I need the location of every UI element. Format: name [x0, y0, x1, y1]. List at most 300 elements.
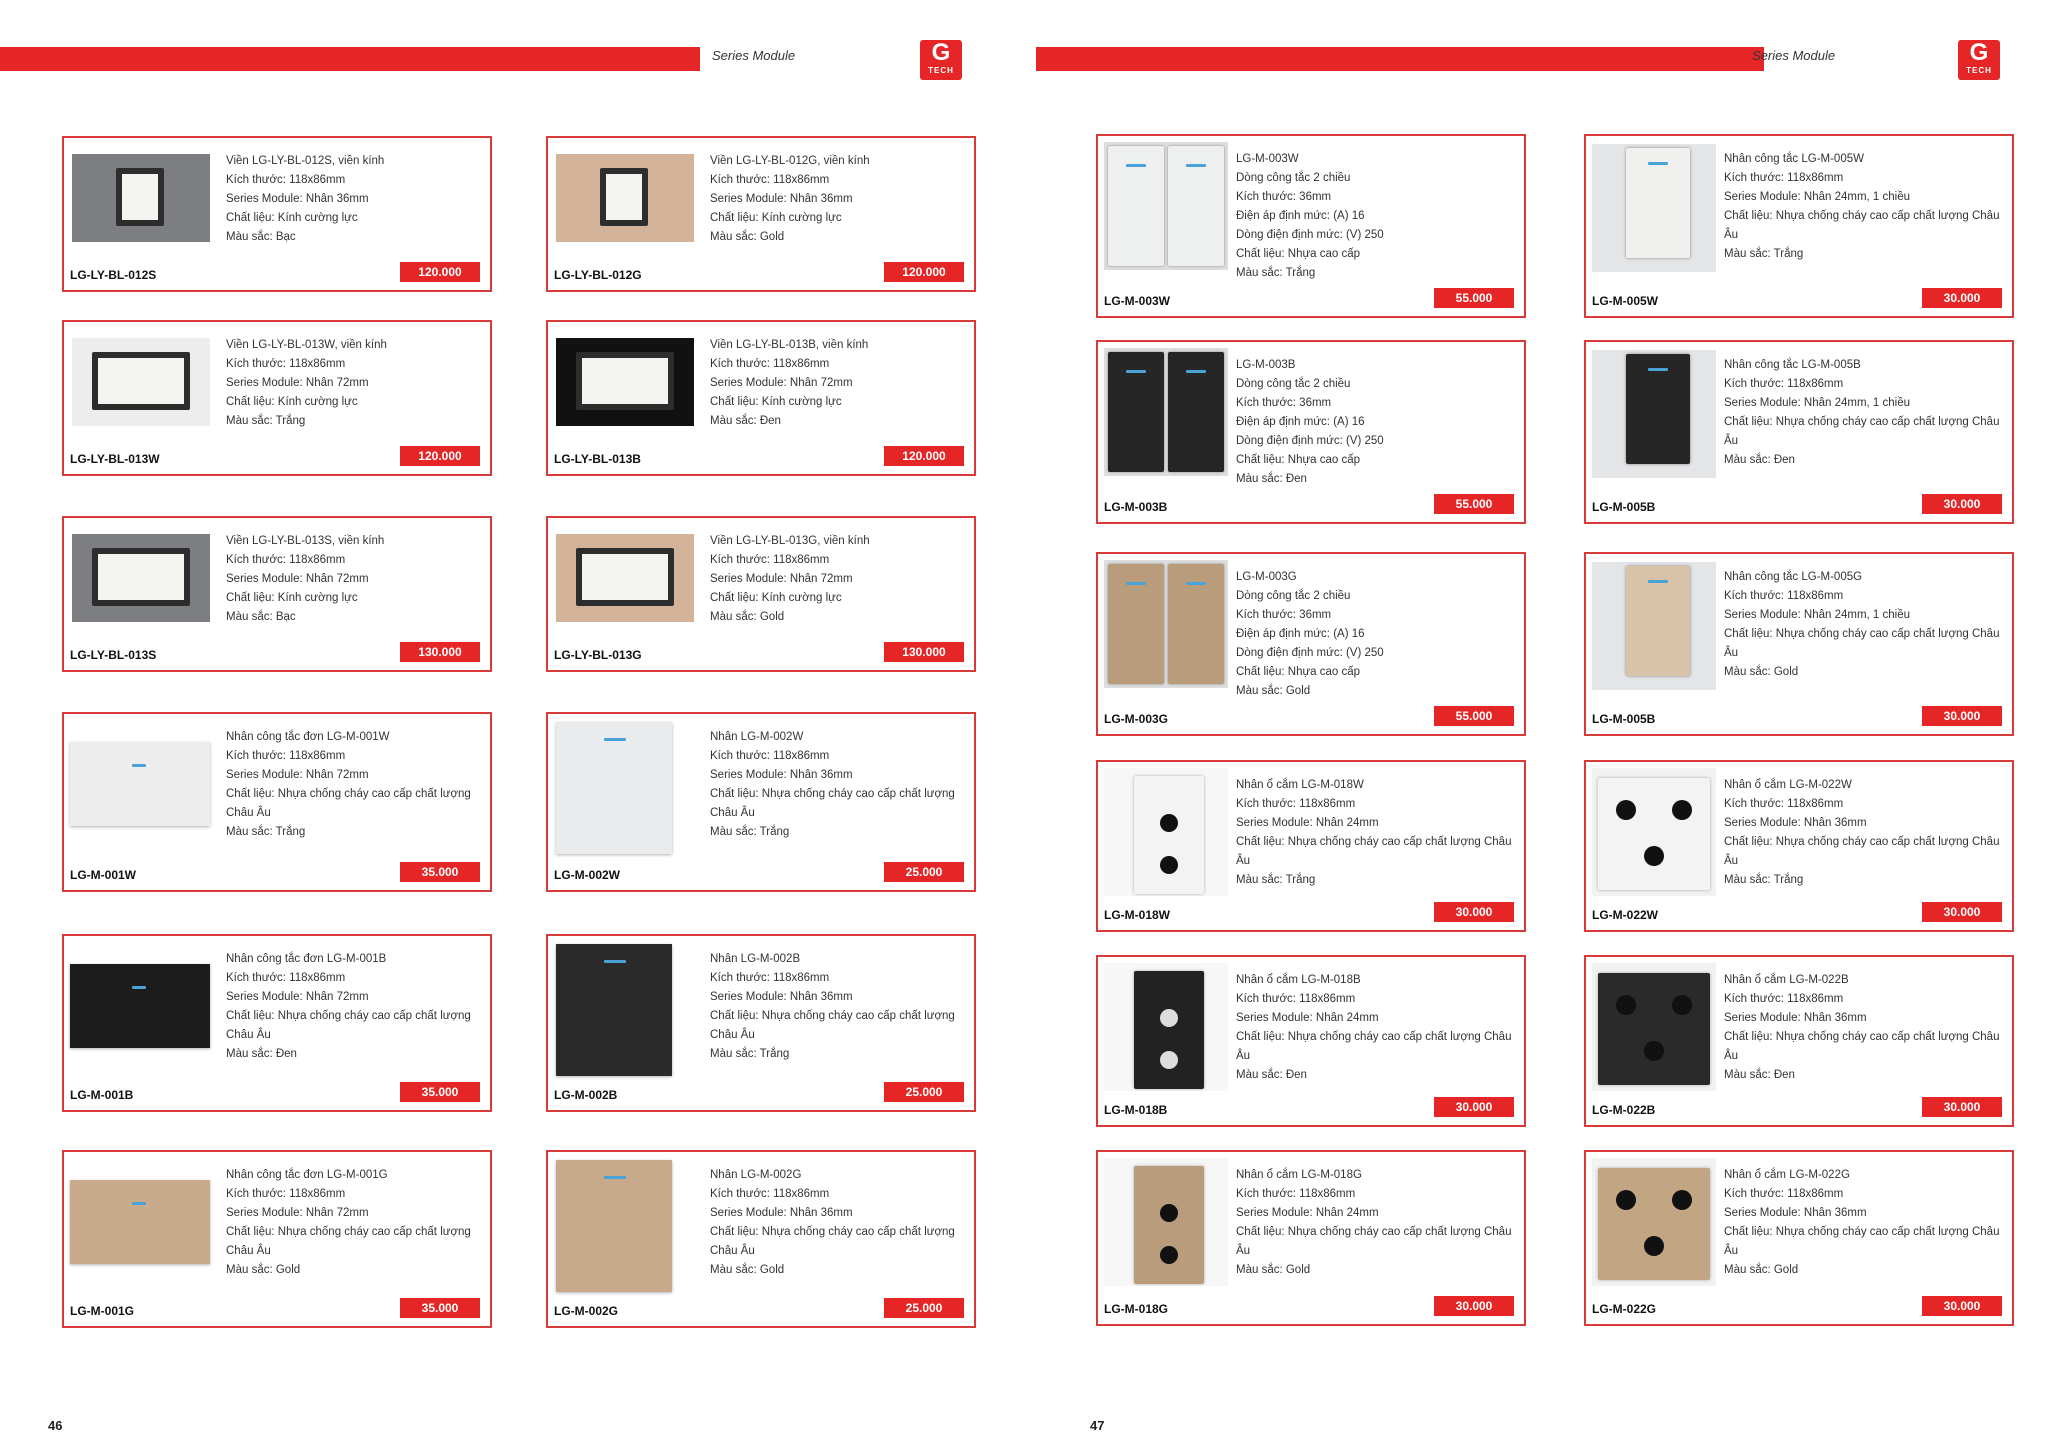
switch-key [1168, 352, 1224, 472]
product-card [1584, 760, 2014, 932]
indicator-led [604, 1176, 626, 1179]
product-card [546, 320, 976, 476]
price-badge: 35.000 [400, 1298, 480, 1318]
product-image [1592, 562, 1716, 690]
wall-plate-frame [556, 534, 694, 622]
spec-line: Chất liệu: Kính cường lực [710, 396, 842, 408]
spec-line: Chất liệu: Nhựa chống cháy cao cấp chất lượng Châu Âu [1724, 416, 2000, 447]
spec-line: Viền LG-LY-BL-013G, viền kính [710, 535, 870, 547]
product-image [70, 964, 210, 1048]
spec-line: Kích thước: 118x86mm [1724, 590, 1844, 602]
spec-line: Chất liệu: Nhựa chống cháy cao cấp chất lượng Châu Âu [1724, 628, 2000, 659]
spec-line: Dòng điện định mức: (V) 250 [1236, 229, 1384, 241]
price-badge: 120.000 [400, 262, 480, 282]
spec-line: Kích thước: 118x86mm [710, 174, 830, 186]
spec-line: Nhân ổ cắm LG-M-018W [1236, 779, 1364, 791]
socket-face [1134, 971, 1204, 1089]
spec-line: Kích thước: 118x86mm [1724, 378, 1844, 390]
wall-plate-frame [72, 534, 210, 622]
indicator-led [1186, 164, 1206, 167]
indicator-led [1648, 368, 1668, 371]
logo-letter: G [1969, 39, 1989, 66]
switch-key [98, 358, 184, 404]
socket-face [1134, 776, 1204, 894]
socket-outlet [1616, 995, 1636, 1015]
product-code: LG-M-018W [1104, 908, 1170, 922]
indicator-led [1126, 370, 1146, 373]
header-red-bar [1036, 47, 1764, 71]
product-card [62, 934, 492, 1112]
switch-key [1626, 148, 1690, 258]
product-specs [1236, 776, 1516, 890]
spec-line: Màu sắc: Trắng [226, 415, 306, 427]
spec-line: Kích thước: 118x86mm [226, 1188, 346, 1200]
product-image [68, 518, 218, 628]
spec-line: Điện áp định mức: (A) 16 [1236, 416, 1365, 428]
socket-outlet [1160, 1051, 1178, 1069]
spec-line: Màu sắc: Đen [1236, 1069, 1307, 1081]
product-code: LG-LY-BL-012S [70, 268, 157, 282]
socket-face [1598, 778, 1710, 890]
socket-outlet [1672, 995, 1692, 1015]
spec-line: Kích thước: 118x86mm [1724, 798, 1844, 810]
product-image [1592, 144, 1716, 272]
product-specs [226, 336, 482, 431]
spec-line: Chất liệu: Nhựa chống cháy cao cấp chất lượng Châu Âu [710, 1226, 955, 1257]
product-image [556, 722, 672, 854]
spec-line: Dòng điện định mức: (V) 250 [1236, 435, 1384, 447]
price-badge: 30.000 [1922, 902, 2002, 922]
product-code: LG-M-005B [1592, 712, 1656, 726]
product-image [1104, 560, 1228, 688]
spec-line: Kích thước: 118x86mm [226, 750, 346, 762]
spec-line: Nhân công tắc đơn LG-M-001W [226, 731, 390, 743]
spec-line: Kích thước: 36mm [1236, 397, 1332, 409]
spec-line: Nhân công tắc LG-M-005W [1724, 153, 1864, 165]
product-card [1584, 1150, 2014, 1326]
product-image [552, 518, 702, 628]
product-code: LG-M-002W [554, 868, 620, 882]
spec-line: Kích thước: 118x86mm [226, 972, 346, 984]
product-card [546, 516, 976, 672]
spec-line: Màu sắc: Đen [710, 415, 781, 427]
product-code: LG-M-001B [70, 1088, 134, 1102]
socket-outlet [1160, 1204, 1178, 1222]
product-code: LG-M-018G [1104, 1302, 1169, 1316]
spec-line: Chất liệu: Nhựa chống cháy cao cấp chất lượng Châu Âu [1724, 210, 2000, 241]
spec-line: Chất liệu: Nhựa cao cấp [1236, 454, 1361, 466]
product-code: LG-LY-BL-013B [554, 452, 641, 466]
plate-opening [600, 168, 648, 226]
spec-line: LG-M-003G [1236, 571, 1297, 583]
price-badge: 55.000 [1434, 494, 1514, 514]
indicator-led [132, 986, 146, 989]
product-card [1096, 134, 1526, 318]
product-card [1096, 340, 1526, 524]
price-badge: 130.000 [400, 642, 480, 662]
spec-line: Màu sắc: Đen [1236, 473, 1307, 485]
product-specs [1236, 971, 1516, 1085]
product-card [546, 712, 976, 892]
spec-line: Series Module: Nhân 72mm [710, 377, 853, 389]
plate-opening [92, 352, 190, 410]
spec-line: Kích thước: 118x86mm [1236, 798, 1356, 810]
spec-line: Chất liệu: Nhựa cao cấp [1236, 666, 1361, 678]
wall-plate-frame [72, 154, 210, 242]
spec-line: Kích thước: 118x86mm [1236, 1188, 1356, 1200]
spec-line: Kích thước: 118x86mm [710, 972, 830, 984]
product-code: LG-M-022W [1592, 908, 1658, 922]
switch-key [582, 358, 668, 404]
indicator-led [1186, 370, 1206, 373]
product-card [1584, 955, 2014, 1127]
spec-line: Series Module: Nhân 24mm, 1 chiều [1724, 397, 1911, 409]
price-badge: 30.000 [1922, 706, 2002, 726]
wall-plate-frame [556, 154, 694, 242]
price-badge: 120.000 [884, 262, 964, 282]
socket-face [1134, 1166, 1204, 1284]
spec-line: Màu sắc: Gold [710, 611, 785, 623]
product-specs [226, 532, 482, 627]
product-card [1584, 340, 2014, 524]
spec-line: Màu sắc: Trắng [1724, 248, 1804, 260]
spec-line: Màu sắc: Gold [226, 1264, 301, 1276]
product-code: LG-M-002G [554, 1304, 619, 1318]
spec-line: Viền LG-LY-BL-012S, viền kính [226, 155, 385, 167]
product-image [1592, 1158, 1716, 1286]
page-number: 46 [48, 1418, 63, 1433]
price-badge: 30.000 [1922, 288, 2002, 308]
spec-line: Nhân công tắc LG-M-005B [1724, 359, 1861, 371]
spec-line: Chất liệu: Kính cường lực [226, 592, 358, 604]
product-specs [1236, 1166, 1516, 1280]
spec-line: Kích thước: 118x86mm [1724, 993, 1844, 1005]
indicator-led [1648, 580, 1668, 583]
product-specs [710, 336, 966, 431]
spec-line: Series Module: Nhân 36mm [1724, 1207, 1867, 1219]
indicator-led [132, 1202, 146, 1205]
product-card [1096, 1150, 1526, 1326]
product-image [1104, 963, 1228, 1091]
product-image [1592, 963, 1716, 1091]
spec-line: Chất liệu: Kính cường lực [710, 592, 842, 604]
spec-line: Series Module: Nhân 36mm [1724, 817, 1867, 829]
brand-logo [920, 40, 962, 80]
spec-line: Nhân ổ cắm LG-M-018G [1236, 1169, 1362, 1181]
spec-line: Màu sắc: Đen [226, 1048, 297, 1060]
socket-outlet [1160, 814, 1178, 832]
plate-opening [576, 352, 674, 410]
product-specs [710, 532, 966, 627]
product-code: LG-LY-BL-013W [70, 452, 160, 466]
product-code: LG-M-005B [1592, 500, 1656, 514]
spec-line: Nhân LG-M-002B [710, 953, 801, 965]
right-page [1024, 0, 2048, 1448]
product-image [1104, 768, 1228, 896]
spec-line: Điện áp định mức: (A) 16 [1236, 210, 1365, 222]
price-badge: 25.000 [884, 1082, 964, 1102]
spec-line: Màu sắc: Gold [1724, 666, 1799, 678]
spec-line: Chất liệu: Nhựa chống cháy cao cấp chất lượng Châu Âu [1236, 1226, 1512, 1257]
spec-line: Màu sắc: Đen [1724, 454, 1795, 466]
spec-line: Màu sắc: Trắng [1236, 874, 1316, 886]
product-specs [1236, 150, 1516, 283]
product-specs [226, 950, 482, 1064]
spec-line: Màu sắc: Bạc [226, 611, 296, 623]
spec-line: Kích thước: 118x86mm [710, 358, 830, 370]
indicator-led [604, 960, 626, 963]
product-image [70, 1180, 210, 1264]
spec-line: Màu sắc: Trắng [1724, 874, 1804, 886]
socket-outlet [1644, 846, 1664, 866]
product-image [1104, 142, 1228, 270]
spec-line: Nhân ổ cắm LG-M-022W [1724, 779, 1852, 791]
indicator-led [604, 738, 626, 741]
spec-line: Chất liệu: Kính cường lực [226, 396, 358, 408]
plate-opening [576, 548, 674, 606]
wall-plate-frame [72, 338, 210, 426]
spec-line: Màu sắc: Trắng [710, 1048, 790, 1060]
product-card [62, 516, 492, 672]
switch-key [1108, 146, 1164, 266]
spec-line: LG-M-003B [1236, 359, 1296, 371]
switch-key [1168, 146, 1224, 266]
spec-line: Nhân LG-M-002G [710, 1169, 802, 1181]
product-code: LG-M-005W [1592, 294, 1658, 308]
product-image [1592, 768, 1716, 896]
product-card [1096, 552, 1526, 736]
product-code: LG-M-001W [70, 868, 136, 882]
product-specs [226, 1166, 482, 1280]
indicator-led [1126, 582, 1146, 585]
spec-line: Kích thước: 118x86mm [710, 554, 830, 566]
price-badge: 130.000 [884, 642, 964, 662]
product-specs [710, 1166, 966, 1280]
product-code: LG-M-003B [1104, 500, 1168, 514]
product-specs [226, 152, 482, 247]
spec-line: Series Module: Nhân 36mm [710, 991, 853, 1003]
price-badge: 30.000 [1434, 1296, 1514, 1316]
product-image [68, 138, 218, 248]
spec-line: Chất liệu: Nhựa cao cấp [1236, 248, 1361, 260]
switch-key [582, 554, 668, 600]
spec-line: Nhân ổ cắm LG-M-022B [1724, 974, 1849, 986]
spec-line: Màu sắc: Gold [1236, 685, 1311, 697]
product-code: LG-M-003W [1104, 294, 1170, 308]
spec-line: Kích thước: 36mm [1236, 609, 1332, 621]
price-badge: 55.000 [1434, 706, 1514, 726]
spec-line: Kích thước: 118x86mm [226, 174, 346, 186]
spec-line: Nhân ổ cắm LG-M-018B [1236, 974, 1361, 986]
socket-outlet [1672, 1190, 1692, 1210]
spec-line: Dòng điện định mức: (V) 250 [1236, 647, 1384, 659]
product-specs [710, 152, 966, 247]
product-card [1096, 760, 1526, 932]
spec-line: Dòng công tắc 2 chiều [1236, 172, 1351, 184]
product-code: LG-M-002B [554, 1088, 618, 1102]
switch-key [1626, 354, 1690, 464]
product-image [1104, 1158, 1228, 1286]
spec-line: Chất liệu: Kính cường lực [710, 212, 842, 224]
product-card [62, 1150, 492, 1328]
spec-line: Nhân công tắc LG-M-005G [1724, 571, 1863, 583]
logo-text: TECH [1966, 66, 1992, 75]
spec-line: Chất liệu: Nhựa chống cháy cao cấp chất lượng Châu Âu [226, 788, 471, 819]
product-card [546, 934, 976, 1112]
socket-outlet [1160, 856, 1178, 874]
product-card [62, 320, 492, 476]
price-badge: 30.000 [1922, 1097, 2002, 1117]
wall-plate-frame [556, 338, 694, 426]
spec-line: Series Module: Nhân 24mm, 1 chiều [1724, 609, 1911, 621]
spec-line: Chất liệu: Nhựa chống cháy cao cấp chất lượng Châu Âu [1724, 836, 2000, 867]
product-code: LG-M-022G [1592, 1302, 1657, 1316]
series-label: Series Module [1752, 48, 1836, 63]
spec-line: Chất liệu: Nhựa chống cháy cao cấp chất lượng Châu Âu [226, 1010, 471, 1041]
spec-line: LG-M-003W [1236, 153, 1299, 165]
socket-face [1598, 1168, 1710, 1280]
socket-outlet [1616, 800, 1636, 820]
spec-line: Màu sắc: Gold [710, 1264, 785, 1276]
product-specs [1236, 356, 1516, 489]
product-code: LG-M-001G [70, 1304, 135, 1318]
spec-line: Viền LG-LY-BL-013B, viền kính [710, 339, 869, 351]
product-image [1592, 350, 1716, 478]
product-image [68, 322, 218, 432]
spec-line: Chất liệu: Nhựa chống cháy cao cấp chất lượng Châu Âu [1236, 836, 1512, 867]
spec-line: Màu sắc: Trắng [1236, 267, 1316, 279]
product-code: LG-LY-BL-012G [554, 268, 642, 282]
spec-line: Series Module: Nhân 72mm [226, 769, 369, 781]
spec-line: Series Module: Nhân 24mm [1236, 817, 1379, 829]
product-specs [1236, 568, 1516, 701]
product-image [552, 138, 702, 248]
spec-line: Series Module: Nhân 36mm [710, 1207, 853, 1219]
indicator-led [1186, 582, 1206, 585]
spec-line: Chất liệu: Nhựa chống cháy cao cấp chất lượng Châu Âu [226, 1226, 471, 1257]
indicator-led [1648, 162, 1668, 165]
spec-line: Series Module: Nhân 72mm [226, 573, 369, 585]
spec-line: Nhân công tắc đơn LG-M-001B [226, 953, 387, 965]
socket-outlet [1644, 1041, 1664, 1061]
spec-line: Màu sắc: Bạc [226, 231, 296, 243]
product-card [546, 1150, 976, 1328]
spec-line: Viền LG-LY-BL-012G, viền kính [710, 155, 870, 167]
indicator-led [1126, 164, 1146, 167]
spec-line: Màu sắc: Trắng [226, 826, 306, 838]
product-specs [1724, 1166, 2004, 1280]
product-specs [710, 728, 966, 842]
spec-line: Series Module: Nhân 72mm [226, 377, 369, 389]
spec-line: Kích thước: 118x86mm [1236, 993, 1356, 1005]
switch-key [1108, 352, 1164, 472]
page-number: 47 [1090, 1418, 1105, 1433]
price-badge: 25.000 [884, 1298, 964, 1318]
spec-line: Dòng công tắc 2 chiều [1236, 378, 1351, 390]
socket-outlet [1672, 800, 1692, 820]
price-badge: 25.000 [884, 862, 964, 882]
spec-line: Chất liệu: Nhựa chống cháy cao cấp chất lượng Châu Âu [710, 1010, 955, 1041]
product-specs [226, 728, 482, 842]
price-badge: 30.000 [1922, 494, 2002, 514]
product-image [556, 1160, 672, 1292]
product-card [62, 136, 492, 292]
price-badge: 30.000 [1434, 902, 1514, 922]
spec-line: Series Module: Nhân 36mm [1724, 1012, 1867, 1024]
switch-key [606, 174, 642, 220]
spec-line: Chất liệu: Nhựa chống cháy cao cấp chất lượng Châu Âu [710, 788, 955, 819]
product-code: LG-M-022B [1592, 1103, 1656, 1117]
product-specs [1724, 568, 2004, 682]
logo-text: TECH [928, 66, 954, 75]
spec-line: Kích thước: 118x86mm [710, 1188, 830, 1200]
product-card [1584, 134, 2014, 318]
price-badge: 120.000 [400, 446, 480, 466]
spec-line: Series Module: Nhân 24mm [1236, 1207, 1379, 1219]
price-badge: 35.000 [400, 1082, 480, 1102]
product-image [1104, 348, 1228, 476]
product-code: LG-M-003G [1104, 712, 1169, 726]
switch-key [1168, 564, 1224, 684]
spec-line: Màu sắc: Gold [1236, 1264, 1311, 1276]
spec-line: Kích thước: 118x86mm [1724, 172, 1844, 184]
spec-line: Nhân ổ cắm LG-M-022G [1724, 1169, 1850, 1181]
price-badge: 35.000 [400, 862, 480, 882]
product-card [546, 136, 976, 292]
spec-line: Màu sắc: Gold [1724, 1264, 1799, 1276]
product-card [62, 712, 492, 892]
plate-opening [116, 168, 164, 226]
series-label: Series Module [712, 48, 796, 63]
spec-line: Nhân công tắc đơn LG-M-001G [226, 1169, 388, 1181]
product-image [552, 322, 702, 432]
product-specs [1724, 356, 2004, 470]
spec-line: Điện áp định mức: (A) 16 [1236, 628, 1365, 640]
product-image [70, 742, 210, 826]
spec-line: Kích thước: 118x86mm [226, 554, 346, 566]
spec-line: Viền LG-LY-BL-013W, viền kính [226, 339, 387, 351]
spec-line: Series Module: Nhân 36mm [710, 193, 853, 205]
product-code: LG-LY-BL-013G [554, 648, 642, 662]
spec-line: Chất liệu: Nhựa chống cháy cao cấp chất lượng Châu Âu [1724, 1031, 2000, 1062]
socket-face [1598, 973, 1710, 1085]
price-badge: 55.000 [1434, 288, 1514, 308]
product-card [1096, 955, 1526, 1127]
spec-line: Series Module: Nhân 36mm [710, 769, 853, 781]
product-code: LG-LY-BL-013S [70, 648, 157, 662]
spec-line: Màu sắc: Gold [710, 231, 785, 243]
product-image [556, 944, 672, 1076]
indicator-led [132, 764, 146, 767]
switch-key [98, 554, 184, 600]
product-specs [1724, 150, 2004, 264]
switch-key [122, 174, 158, 220]
price-badge: 30.000 [1922, 1296, 2002, 1316]
spec-line: Series Module: Nhân 24mm [1236, 1012, 1379, 1024]
spec-line: Series Module: Nhân 72mm [226, 1207, 369, 1219]
product-card [1584, 552, 2014, 736]
logo-letter: G [931, 39, 951, 66]
spec-line: Viền LG-LY-BL-013S, viền kính [226, 535, 385, 547]
spec-line: Dòng công tắc 2 chiều [1236, 590, 1351, 602]
price-badge: 30.000 [1434, 1097, 1514, 1117]
product-code: LG-M-018B [1104, 1103, 1168, 1117]
header-red-bar [0, 47, 700, 71]
spec-line: Series Module: Nhân 24mm, 1 chiều [1724, 191, 1911, 203]
spec-line: Series Module: Nhân 72mm [710, 573, 853, 585]
spec-line: Chất liệu: Kính cường lực [226, 212, 358, 224]
socket-outlet [1616, 1190, 1636, 1210]
